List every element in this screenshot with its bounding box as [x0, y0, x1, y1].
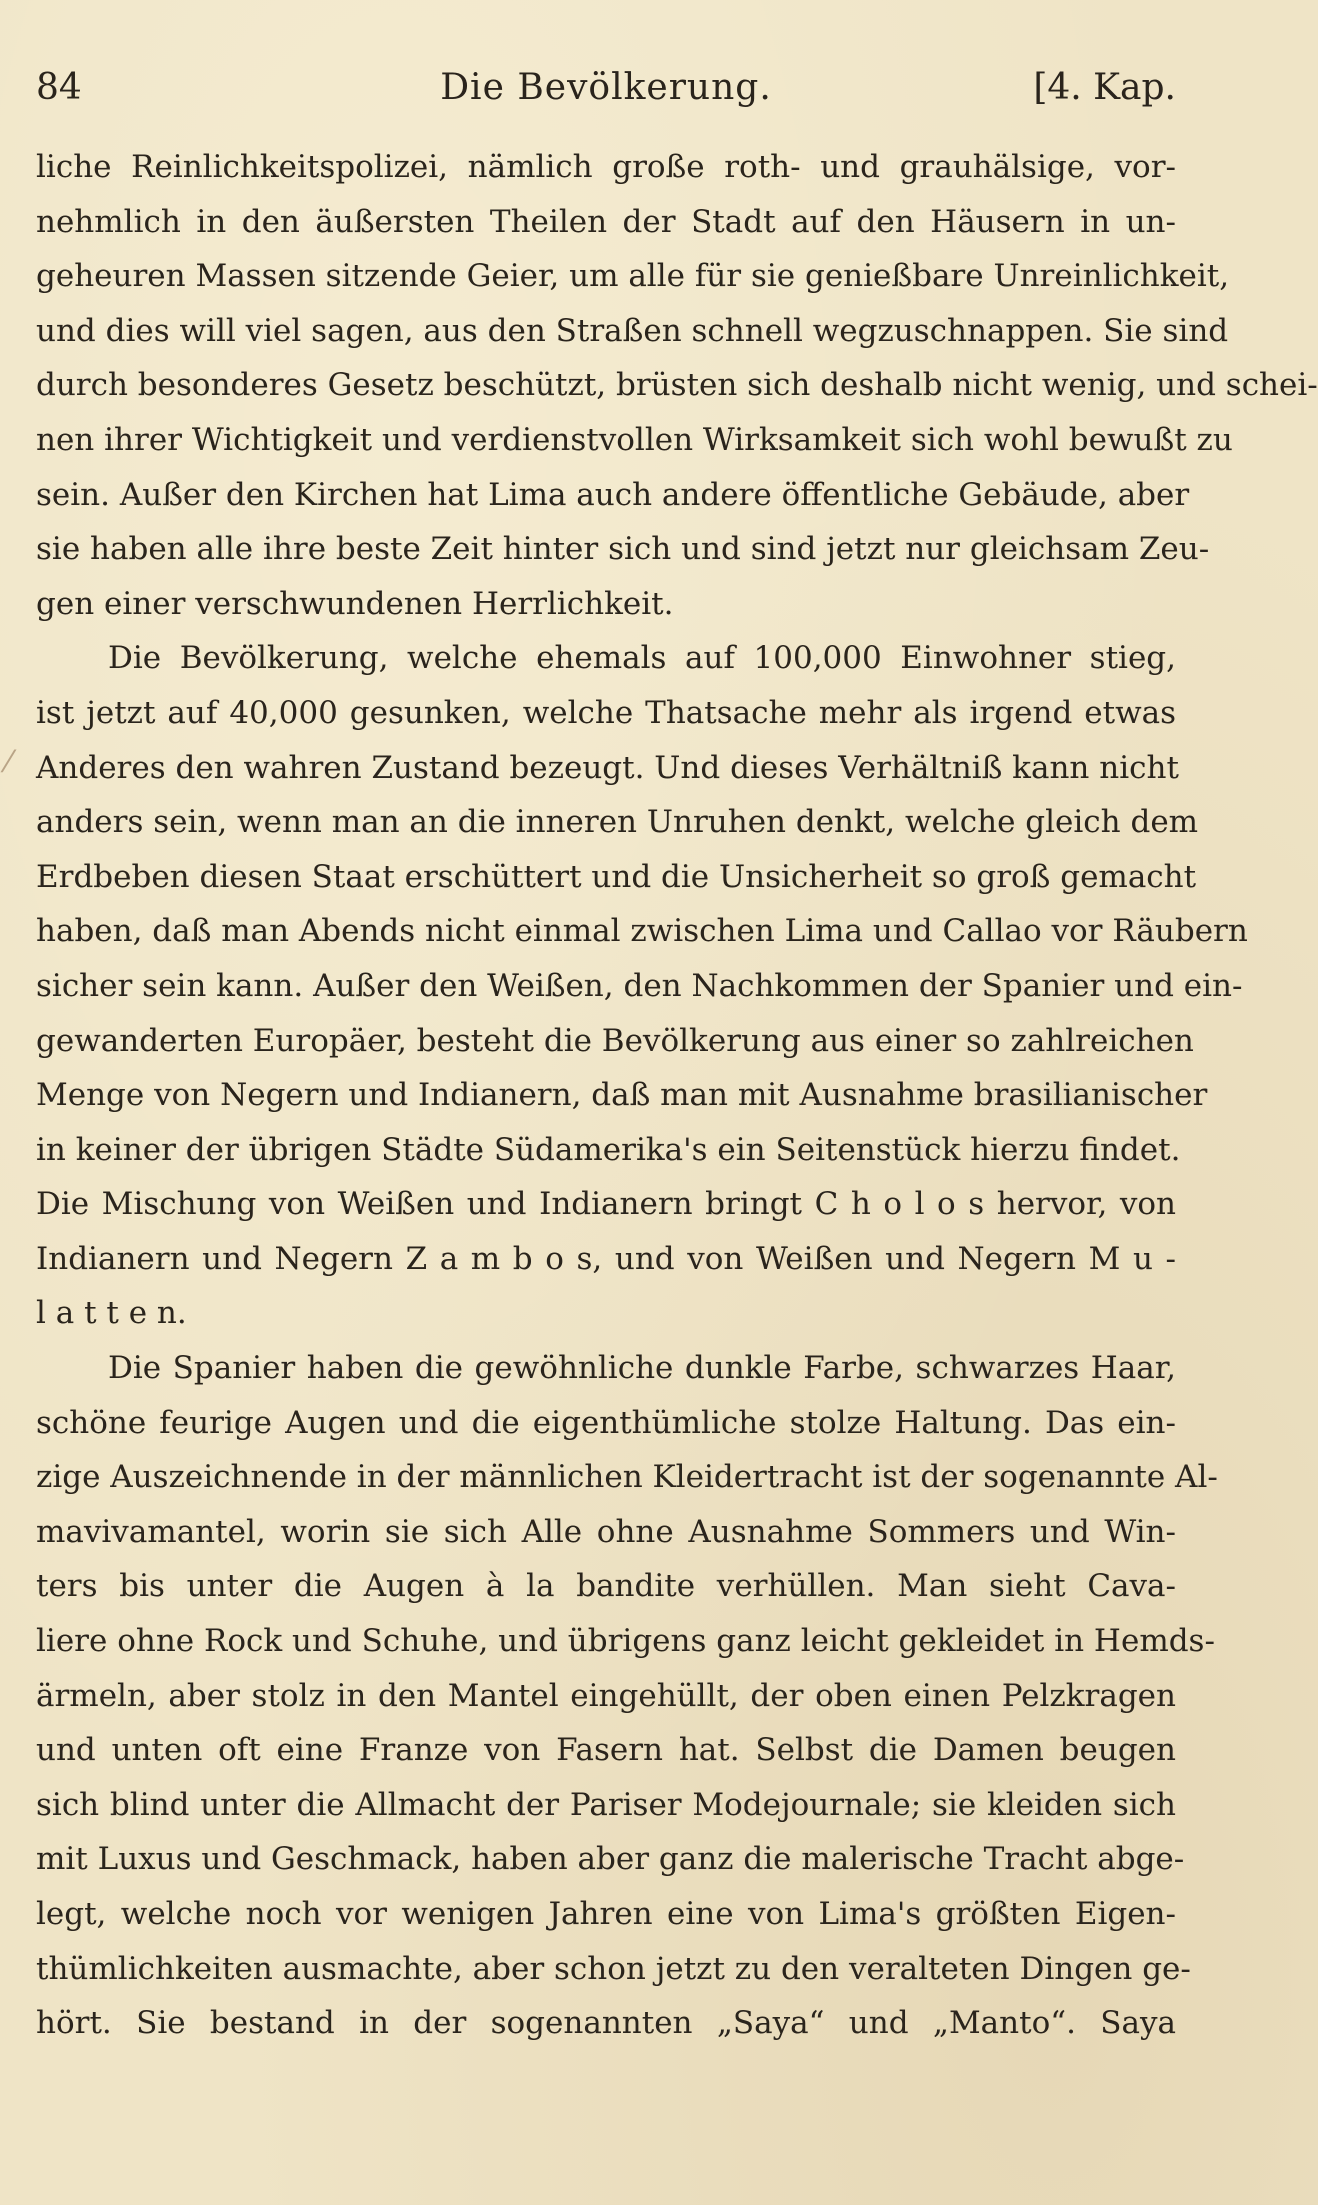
text-line: nen ihrer Wichtigkeit und verdienstvollen Wirksamkeit sich wohl bewußt zu	[36, 421, 1233, 458]
text-line: ters bis unter die Augen à la bandite verhüllen. Man sieht Cava-	[36, 1568, 1176, 1605]
text-line: und unten oft eine Franze von Fasern hat. Selbst die Damen beugen	[36, 1732, 1176, 1769]
text-line: Erdbeben diesen Staat erschüttert und die Unsicherheit so groß gemacht	[36, 858, 1197, 895]
text-line: in keiner der übrigen Städte Südamerika's ein Seitenstück hierzu findet.	[36, 1131, 1181, 1168]
text-line: sein. Außer den Kirchen hat Lima auch andere öffentliche Gebäude, aber	[36, 476, 1190, 513]
text-line: l a t t e n.	[36, 1295, 187, 1332]
text-line: sie haben alle ihre beste Zeit hinter sich und sind jetzt nur gleichsam Zeu-	[36, 531, 1210, 568]
text-line: und dies will viel sagen, aus den Straßen schnell wegzuschnappen. Sie sind	[36, 312, 1229, 349]
page-number: 84	[36, 67, 82, 108]
text-line: thümlichkeiten ausmachte, aber schon jetzt zu den veralteten Dingen ge-	[36, 1950, 1191, 1987]
chapter-reference: [4. Kap.	[1033, 67, 1176, 108]
text-line: Die Spanier haben die gewöhnliche dunkle Farbe, schwarzes Haar,	[108, 1350, 1176, 1387]
text-line: mit Luxus und Geschmack, haben aber ganz die malerische Tracht abge-	[36, 1841, 1185, 1878]
text-line: Anderes den wahren Zustand bezeugt. Und dieses Verhältniß kann nicht	[36, 749, 1179, 786]
paragraph	[36, 140, 1318, 631]
text-body	[36, 140, 1318, 2051]
text-line: Indianern und Negern Z a m b o s, und von Weißen und Negern M u -	[36, 1240, 1176, 1277]
text-line: hört. Sie bestand in der sogenannten „Saya“ und „Manto“. Saya	[36, 2005, 1176, 2042]
text-line: gewanderten Europäer, besteht die Bevölkerung aus einer so zahlreichen	[36, 1022, 1194, 1059]
text-line: zige Auszeichnende in der männlichen Kleidertracht ist der sogenannte Al-	[36, 1459, 1218, 1496]
text-line: anders sein, wenn man an die inneren Unruhen denkt, welche gleich dem	[36, 804, 1199, 841]
text-line: Die Mischung von Weißen und Indianern bringt C h o l o s hervor, von	[36, 1186, 1176, 1223]
text-line: schöne feurige Augen und die eigenthümliche stolze Haltung. Das ein-	[36, 1404, 1176, 1441]
text-line: gen einer verschwundenen Herrlichkeit.	[36, 585, 674, 622]
text-line: legt, welche noch vor wenigen Jahren eine von Lima's größten Eigen-	[36, 1896, 1176, 1932]
text-line: mavivamantel, worin sie sich Alle ohne Ausnahme Sommers und Win-	[36, 1513, 1176, 1550]
text-line: sich blind unter die Allmacht der Pariser Modejournale; sie kleiden sich	[36, 1786, 1176, 1823]
text-line: nehmlich in den äußersten Theilen der Stadt auf den Häusern in un-	[36, 203, 1176, 240]
text-line: liere ohne Rock und Schuhe, und übrigens ganz leicht gekleidet in Hemds-	[36, 1623, 1215, 1660]
paragraph	[36, 1341, 1218, 2051]
text-line: Die Bevölkerung, welche ehemals auf 100,000 Einwohner stieg,	[108, 640, 1176, 677]
text-line: sicher sein kann. Außer den Weißen, den Nachkommen der Spanier und ein-	[36, 967, 1243, 1004]
header-title: Die Bevölkerung.	[440, 67, 772, 108]
text-line: liche Reinlichkeitspolizei, nämlich große roth- und grauhälsige, vor-	[36, 149, 1176, 185]
text-line: haben, daß man Abends nicht einmal zwischen Lima und Callao vor Räubern	[36, 913, 1248, 950]
text-line: ist jetzt auf 40,000 gesunken, welche Thatsache mehr als irgend etwas	[36, 694, 1176, 731]
text-line: durch besonderes Gesetz beschützt, brüsten sich deshalb nicht wenig, und schei-	[36, 367, 1318, 404]
running-head	[36, 60, 1176, 116]
text-line: ärmeln, aber stolz in den Mantel eingehüllt, der oben einen Pelzkragen	[36, 1677, 1176, 1714]
margin-pencil-mark: ⁄	[6, 745, 12, 780]
text-line: geheuren Massen sitzende Geier, um alle für sie genießbare Unreinlichkeit,	[36, 258, 1230, 295]
paragraph	[36, 631, 1248, 1341]
book-page	[6, 0, 1318, 2205]
text-line: Menge von Negern und Indianern, daß man mit Ausnahme brasilianischer	[36, 1077, 1208, 1114]
